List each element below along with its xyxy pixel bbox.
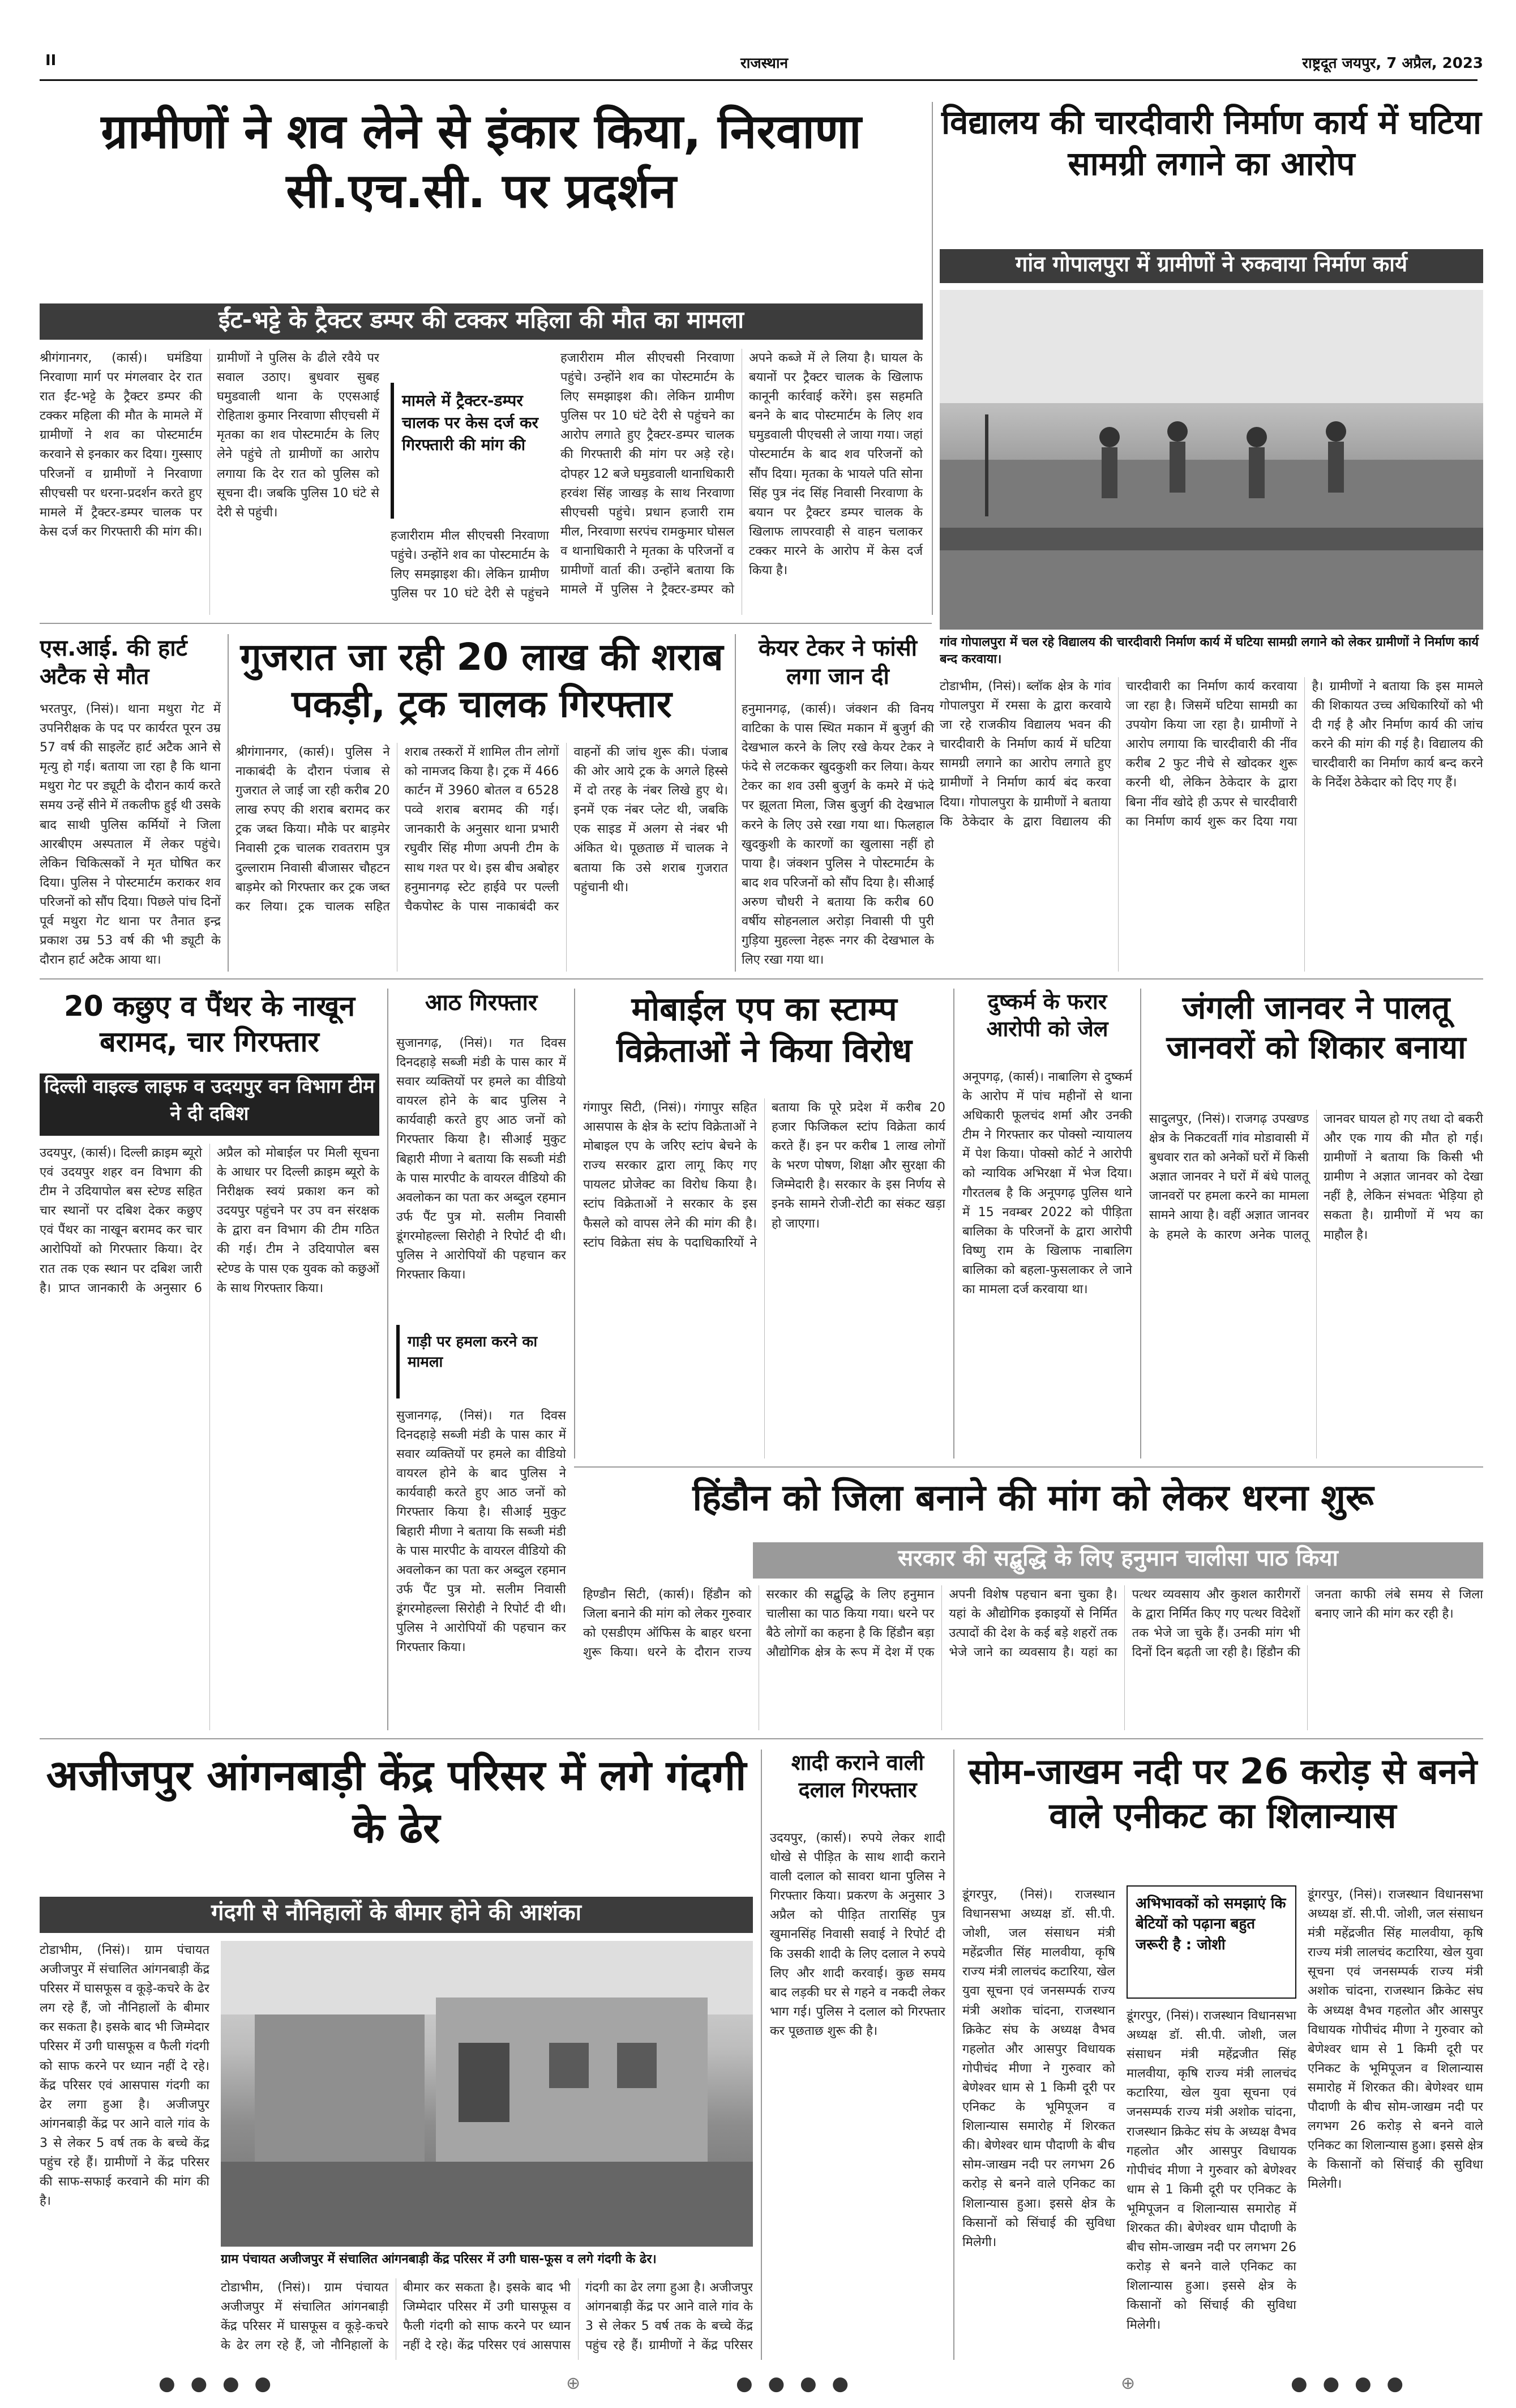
- print-registration-dots: ● ● ● ●: [1291, 2372, 1408, 2395]
- registration-mark: ⊕: [566, 2373, 581, 2393]
- column-divider: [932, 102, 933, 615]
- section-name: राजस्थान: [740, 55, 789, 72]
- masthead-rule: [40, 79, 1478, 81]
- story1-body-right: हजारीराम मील सीएचसी निरवाणा पहुंचे। उन्होंने शव का पोस्टमार्टम के लिए समझाइश की। लेकिन ग्रामीण पुलिस पर 10 घंटे देरी से पहुंचने का आरोप लगाते हुए ट्रैक्टर-डम्पर चालक की गिरफ्तारी की मांग पर अड़े रहे। दोपहर 12 बजे घमुडवाली थानाधिकारी हरवंश सिंह जाखड़ के साथ निरवाणा सीएचसी पहुंचे। प्रधान हजारी राम मील, निरवाणा सरपंच रामकुमार घोसल व थानाधिकारी ने मृतका के परिजनों व ग्रामीणों वार्ता की। उन्होंने बताया कि मामले में पुलिस ने ट्रैक्टर-डम्पर को अपने कब्जे में ले लिया है। घायल के बयानों पर ट्रैक्टर चालक के खिलाफ कानूनी कार्रवाई करेंगे। इस सहमति बनने के बाद पोस्टमार्टम के लिए शव घमुडवाली पीएचसी ले जाया गया। जहां पोस्टमार्टम के बाद शव परिजनों को सौंप दिया। मृतका के भायले पति सोना सिंह पुत्र नंद सिंह निवासी निरवाणा के बयान पर ट्रैक्टर डम्पर चालक के खिलाफ लापरवाही से वाहन चलाकर टक्कर मारने के आरोप में केस दर्ज किया है।: [560, 351, 923, 597]
- story14-body-right: डूंगरपुर, (निसं)। राजस्थान विधानसभा अध्यक्ष डॉ. सी.पी. जोशी, जल संसाधन मंत्री महेंद्रजीत सिंह मालवीया, कृषि राज्य मंत्री लालचंद कटारिया, खेल युवा सूचना एवं जनसम्पर्क राज्य मंत्री अशोक चांदना, राजस्थान क्रिकेट संघ के अध्यक्ष वैभव गहलोत और आसपुर विधायक गोपीचंद मीणा ने गुरुवार को बेणेश्वर धाम से 1 किमी दूरी पर एनिकट के भूमिपूजन व शिलान्यास समारोह में शिरकत की। बेणेश्वर धाम पौदाणी के बीच सोम-जाखम नदी पर लगभग 26 करोड़ से बनने वाले एनिकट का शिलान्यास हुआ। इससे क्षेत्र के किसानों को सिंचाई की सुविधा मिलेगी।: [1308, 1888, 1483, 2192]
- story5-body: हनुमानगढ़, (कार्स)। जंक्शन की विनय वाटिका के पास स्थित मकान में बुजुर्ग की देखभाल करने के लिए रखे केयर टेकर ने फंदे से लटककर खुदकुशी कर लिया। केयर टेकर का शव उसी बुजुर्ग के कमरे में फंदे पर झूलता मिला, जिस बुजुर्ग की देखभाल करने के लिए उसे रखा गया था। फिलहाल खुदकुशी के कारणों का खुलासा नहीं हो पाया है। जंक्शन पुलिस ने पोस्टमार्टम के बाद शव परिजनों को सौंप दिया है। सीआई अरुण चौधरी ने बताया कि करीब 60 वर्षीय सोहनलाल अरोड़ा निवासी पी पुरी गुड़िया मुहल्ला नेहरू नगर की देखभाल के लिए रखा गया था।: [742, 702, 934, 968]
- print-registration-dots: ● ● ● ●: [159, 2372, 276, 2395]
- story2-headline: विद्यालय की चारदीवारी निर्माण कार्य में घटिया सामग्री लगाने का आरोप: [941, 103, 1481, 183]
- story14-body-mid: डूंगरपुर, (निसं)। राजस्थान विधानसभा अध्यक्ष डॉ. सी.पी. जोशी, जल संसाधन मंत्री महेंद्रजीत सिंह मालवीया, कृषि राज्य मंत्री लालचंद कटारिया, खेल युवा सूचना एवं जनसम्पर्क राज्य मंत्री अशोक चांदना, राजस्थान क्रिकेट संघ के अध्यक्ष वैभव गहलोत और आसपुर विधायक गोपीचंद मीणा ने गुरुवार को बेणेश्वर धाम से 1 किमी दूरी पर एनिकट के भूमिपूजन व शिलान्यास समारोह में शिरकत की। बेणेश्वर धाम पौदाणी के बीच सोम-जाखम नदी पर लगभग 26 करोड़ से बनने वाले एनिकट का शिलान्यास हुआ। इससे क्षेत्र के किसानों को सिंचाई की सुविधा मिलेगी।: [1127, 2009, 1296, 2332]
- story1-subhead: ईंट-भट्टे के ट्रैक्टर डम्पर की टक्कर महिला की मौत का मामला: [40, 303, 923, 340]
- story10-body: सादुलपुर, (निसं)। राजगढ़ उपखण्ड क्षेत्र के निकटवर्ती गांव मोडावासी में बुधवार रात को अनेकों घरों में किसी अज्ञात जानवर ने घरों में बंधे पालतू जानवरों पर हमला करने का मामला सामने आया है। वहीं अज्ञात जानवर के हमले के कारण अनेक पालतू जानवर घायल हो गए तथा दो बकरी और एक गाय की मौत हो गई। ग्रामीणों ने बताया कि किसी भी ग्रामीण ने अज्ञात जानवर को देखा नहीं है, लेकिन संभवतः भेड़िया हो सकता है। ग्रामीणों में भय का माहौल है।: [1149, 1112, 1483, 1242]
- story1-headline: ग्रामीणों ने शव लेने से इंकार किया, निरवाणा सी.एच.सी. पर प्रदर्शन: [101, 104, 862, 219]
- paper-date: राष्ट्रदूत जयपुर, 7 अप्रैल, 2023: [1302, 55, 1483, 72]
- story5-headline: केयर टेकर ने फांसी लगा जान दी: [758, 635, 918, 690]
- column-divider: [1140, 989, 1141, 1459]
- column-divider: [953, 989, 954, 1459]
- story12-body: टोडाभीम, (निसं)। ग्राम पंचायत अजीजपुर में संचालित आंगनबाड़ी केंद्र परिसर में घासफूस व कूड़े-कचरे के ढेर लग रहे हैं, जो नौनिहालों के बीमार कर सकता है। इसके बाद भी जिम्मेदार परिसर में उगी घासफूस व फैली गंदगी को साफ करने पर ध्यान नहीं दे रहे। केंद्र परिसर एवं आसपास गंदगी का ढेर लगा हुआ है। अजीजपुर आंगनबाड़ी केंद्र पर आने वाले गांव के 3 से लेकर 5 वर्ष तक के बच्चे केंद्र पहुंच रहे हैं। ग्रामीणों ने केंद्र परिसर की साफ-सफाई करवाने की मांग की है।: [40, 1943, 209, 2209]
- story12-headline: अजीजपुर आंगनबाड़ी केंद्र परिसर में लगे गंदगी के ढेर: [46, 1751, 747, 1853]
- section-divider: [40, 1738, 1483, 1739]
- story14-pullquote: अभिभावकों को समझाएं कि बेटियों को पढ़ाना बहुत जरूरी है : जोशी: [1127, 1885, 1296, 1999]
- story2-subhead: गांव गोपालपुरा में ग्रामीणों ने रुकवाया निर्माण कार्य: [940, 249, 1483, 283]
- story3-headline: एस.आई. की हार्ट अटैक से मौत: [40, 635, 187, 690]
- registration-mark: ⊕: [1121, 2373, 1136, 2393]
- section-divider: [40, 623, 932, 624]
- story8-headline: मोबाईल एप का स्टाम्प विक्रेताओं ने किया विरोध: [616, 990, 912, 1070]
- anganwadi-photo: [221, 1941, 753, 2247]
- page-number: II: [45, 52, 57, 69]
- story1-pullquote: मामले में ट्रैक्टर-डम्पर चालक पर केस दर्ज कर गिरफ्तारी की मांग की: [391, 383, 549, 519]
- story8-body: गंगापुर सिटी, (निसं)। गंगापुर सहित आसपास के क्षेत्र के स्टांप विक्रेताओं ने मोबाइल एप के जरिए स्टांप बेचने के राज्य सरकार द्वारा लागू किए गए पायलट प्रोजेक्ट का विरोध किया है। स्टांप विक्रेताओं ने सरकार के इस फैसले को वापस लेने की मांग की है। स्टांप विक्रेता संघ के पदाधिकारियों ने बताया कि पूरे प्रदेश में करीब 20 हजार फिजिकल स्टांप विक्रेता कार्य करते हैं। इन पर करीब 1 लाख लोगों के भरण पोषण, शिक्षा और सुरक्षा की जिम्मेदारी है। सरकार के इस निर्णय से इनके सामने रोजी-रोटी का संकट खड़ा हो जाएगा।: [583, 1101, 945, 1250]
- story10-headline: जंगली जानवर ने पालतू जानवरों को शिकार बनाया: [1166, 990, 1466, 1066]
- story4-headline: गुजरात जा रही 20 लाख की शराब पकड़ी, ट्रक चालक गिरफ्तार: [240, 635, 723, 726]
- story7-body-cont: सुजानगढ़, (निसं)। गत दिवस दिनदहाड़े सब्जी मंडी के पास कार में सवार व्यक्तियों पर हमले का वीडियो वायरल होने के बाद पुलिस ने कार्यवाही करते हुए आठ जनों को गिरफ्तार किया है। सीआई मुकुट बिहारी मीणा ने बताया कि सब्जी मंडी के पास मारपीट के वायरल वीडियो की अवलोकन का पता कर अब्दुल रहमान उर्फ पैंट पुत्र मो. सलीम निवासी डूंगरमोहल्ला सिरोही ने रिपोर्ट दी थी। पुलिस ने आरोपियों की पहचान कर गिरफ्तार किया।: [396, 1409, 566, 1655]
- story7-pullquote: गाड़ी पर हमला करने का मामला: [396, 1325, 566, 1398]
- story3-body: भरतपुर, (निसं)। थाना मथुरा गेट में उपनिरीक्षक के पद पर कार्यरत पूरन उम्र 57 वर्ष की साइलेंट हार्ट अटैक आने से मृत्यु हो गई। बताया जा रहा है कि थाना मथुरा गेट पर ड्यूटी के दौरान कार्य करते समय उन्हें सीने में तकलीफ हुई थी उसके बाद साथी पुलिस कर्मियों ने जिला आरबीएम अस्पताल में लेकर पहुंचे। लेकिन चिकित्सकों ने मृत घोषित कर दिया। पुलिस ने पोस्टमार्टम कराकर शव परिजनों को सौंप दिया। पिछले पांच दिनों पूर्व मथुरा गेट थाना पर तैनात इन्द्र प्रकाश उम्र 53 वर्ष की भी ड्यूटी के दौरान हार्ट अटैक आया था।: [40, 702, 221, 968]
- story2-body: टोडाभीम, (निसं)। ब्लॉक क्षेत्र के गांव गोपालपुरा में रमसा के द्वारा करवाये जा रहे राजकीय विद्यालय भवन की चारदीवारी के निर्माण कार्य में घटिया सामग्री लगाने का आरोप लगाते हुए ग्रामीणों ने निर्माण कार्य बंद करवा दिया। गोपालपुरा के ग्रामीणों ने बताया कि ठेकेदार के द्वारा विद्यालय की चारदीवारी का निर्माण कार्य करवाया जा रहा है। जिसमें घटिया सामग्री का उपयोग किया जा रहा है। ग्रामीणों ने आरोप लगाया कि चारदीवारी की नींव करीब 2 फुट नीचे से खोदकर शुरू करनी थी, लेकिन ठेकेदार के द्वारा बिना नींव खोदे ही ऊपर से चारदीवारी का निर्माण कार्य शुरू कर दिया गया है। ग्रामीणों ने बताया कि इस मामले की शिकायत उच्च अधिकारियों को भी दी गई है और निर्माण कार्य की जांच करने की मांग की गई है। विद्यालय की चारदीवारी का निर्माण कार्य बन्द करने के निर्देश ठेकेदार को दिए गए हैं।: [940, 679, 1483, 829]
- story9-body: अनूपगढ़, (कार्स)। नाबालिग से दुष्कर्म के आरोप में पांच महीनों से थाना अधिकारी फूलचंद शर्मा और उनकी टीम ने गिरफ्तार कर पोक्सो न्यायालय में पेश किया। पोक्सो कोर्ट ने आरोपी को न्यायिक अभिरक्षा में भेज दिया। गौरतलब है कि अनूपगढ़ पुलिस थाने में 15 नवम्बर 2022 को पीड़िता बालिका के परिजनों के द्वारा आरोपी विष्णु राम के खिलाफ नाबालिग बालिका को बहला-फुसलाकर ले जाने का मामला दर्ज करवाया था।: [962, 1070, 1132, 1297]
- column-divider: [735, 634, 736, 972]
- story12-subhead: गंदगी से नौनिहालों के बीमार होने की आशंका: [40, 1897, 753, 1933]
- section-divider: [574, 1466, 1483, 1468]
- story14-headline: सोम-जाखम नदी पर 26 करोड़ से बनने वाले एनीकट का शिलान्यास: [968, 1751, 1478, 1836]
- column-divider: [953, 1750, 954, 2360]
- section-divider: [40, 978, 1483, 980]
- story7-headline: आठ गिरफ्तार: [425, 990, 538, 1016]
- story1-body-mid: हजारीराम मील सीएचसी निरवाणा पहुंचे। उन्होंने शव का पोस्टमार्टम के लिए समझाइश की। लेकिन ग्रामीण पुलिस पर 10 घंटे देरी से पहुंचने: [391, 529, 549, 601]
- story2-photo-caption: गांव गोपालपुरा में चल रहे विद्यालय की चारदीवारी निर्माण कार्य में घटिया सामग्री लगाने को लेकर ग्रामीणों ने निर्माण कार्य बन्द करवाया।: [940, 635, 1479, 666]
- column-divider: [574, 989, 575, 1459]
- story7-body: सुजानगढ़, (निसं)। गत दिवस दिनदहाड़े सब्जी मंडी के पास कार में सवार व्यक्तियों पर हमले का वीडियो वायरल होने के बाद पुलिस ने कार्यवाही करते हुए आठ जनों को गिरफ्तार किया है। सीआई मुकुट बिहारी मीणा ने बताया कि सब्जी मंडी के पास मारपीट के वायरल वीडियो की अवलोकन का पता कर अब्दुल रहमान उर्फ पैंट पुत्र मो. सलीम निवासी डूंगरमोहल्ला सिरोही ने रिपोर्ट दी थी। पुलिस ने आरोपियों की पहचान कर गिरफ्तार किया।: [396, 1036, 566, 1282]
- story14-body-left: डूंगरपुर, (निसं)। राजस्थान विधानसभा अध्यक्ष डॉ. सी.पी. जोशी, जल संसाधन मंत्री महेंद्रजीत सिंह मालवीया, कृषि राज्य मंत्री लालचंद कटारिया, खेल युवा सूचना एवं जनसम्पर्क राज्य मंत्री अशोक चांदना, राजस्थान क्रिकेट संघ के अध्यक्ष वैभव गहलोत और आसपुर विधायक गोपीचंद मीणा ने गुरुवार को बेणेश्वर धाम से 1 किमी दूरी पर एनिकट के भूमिपूजन व शिलान्यास समारोह में शिरकत की। बेणेश्वर धाम पौदाणी के बीच सोम-जाखम नदी पर लगभग 26 करोड़ से बनने वाले एनिकट का शिलान्यास हुआ। इससे क्षेत्र के किसानों को सिंचाई की सुविधा मिलेगी।: [962, 1888, 1115, 2249]
- story12-photo-caption: ग्राम पंचायत अजीजपुर में संचालित आंगनबाड़ी केंद्र परिसर में उगी घास-फूस व लगे गंदगी के ढेर।: [221, 2252, 657, 2266]
- story9-headline: दुष्कर्म के फरार आरोपी को जेल: [986, 989, 1108, 1041]
- story13-headline: शादी कराने वाली दलाल गिरफ्तार: [791, 1750, 924, 1802]
- wall-construction-photo: [940, 290, 1483, 630]
- story11-subhead: सरकार की सद्बुद्धि के लिए हनुमान चालीसा पाठ किया: [753, 1542, 1483, 1579]
- column-divider: [761, 1750, 762, 2360]
- story6-headline: 20 कछुए व पैंथर के नाखून बरामद, चार गिरफ्तार: [63, 990, 356, 1058]
- column-divider: [387, 989, 388, 1730]
- story1-body-left: श्रीगंगानगर, (कार्स)। घमंडिया निरवाणा मार्ग पर मंगलवार देर रात रात ईंट-भट्टे के ट्रैक्टर डम्पर की टक्कर महिला की मौत के मामले में ग्रामीणों ने शव का पोस्टमार्टम करवाने से इनकार कर दिया। गुस्साए परिजनों व ग्रामीणों ने निरवाणा सीएचसी पर धरना-प्रदर्शन करते हुए मामले में ट्रैक्टर-डम्पर चालक पर केस दर्ज कर गिरफ्तारी की मांग की। ग्रामीणों ने पुलिस के ढीले रवैये पर सवाल उठाए। बुधवार सुबह घमुडवाली थाना के एएसआई रोहिताश कुमार निरवाणा सीएचसी में मृतका का शव पोस्टमार्टम के लिए लेने पहुंचे तो ग्रामीणों का आरोप लगाया कि देर रात को पुलिस को सूचना दी। जबकि पुलिस 10 घंटे से देरी से पहुंची।: [40, 351, 379, 539]
- story11-body: हिण्डौन सिटी, (कार्स)। हिंडौन को जिला बनाने की मांग को लेकर गुरुवार को एसडीएम ऑफिस के बाहर धरना शुरू किया। धरने के दौरान राज्य सरकार की सद्बुद्धि के लिए हनुमान चालीसा का पाठ किया गया। धरने पर बैठे लोगों का कहना है कि हिंडौन बड़ा औद्योगिक क्षेत्र के रूप में देश में एक अपनी विशेष पहचान बना चुका है। यहां के औद्योगिक इकाइयों से निर्मित उत्पादों की देश के कई बड़े शहरों तक भेजे जाने का व्यवसाय है। यहां का पत्थर व्यवसाय और कुशल कारीगरों के द्वारा निर्मित किए गए पत्थर विदेशों तक भेजे जा चुके हैं। उनकी मांग भी दिनों दिन बढ़ती जा रही है। हिंडौन की जनता काफी लंबे समय से जिला बनाए जाने की मांग कर रही है।: [583, 1588, 1483, 1660]
- story4-body: श्रीगंगानगर, (कार्स)। पुलिस ने नाकाबंदी के दौरान पंजाब से गुजरात ले जाई जा रही करीब 20 लाख रुपए की शराब बरामद कर ट्रक जब्त किया। मौके पर बाड़मेर निवासी ट्रक चालक रावतराम पुत्र दुल्लाराम निवासी बीजासर चौहटन बाड़मेर को गिरफ्तार कर ट्रक जब्त कर लिया। ट्रक चालक सहित शराब तस्करों में शामिल तीन लोगों को नामजद किया है। ट्रक में 466 कार्टन में 3960 बोतल व 6528 पव्वे शराब बरामद की गई। जानकारी के अनुसार थाना प्रभारी रघुवीर सिंह मीणा अपनी टीम के साथ गश्त पर थे। इस बीच अबोहर हनुमानगढ़ स्टेट हाईवे पर पल्ली चैकपोस्ट के पास नाकाबंदी कर वाहनों की जांच शुरू की। पंजाब की ओर आये ट्रक के अगले हिस्से में दो तरह के नंबर लिखे हुए थे। इनमें एक नंबर प्लेट थी, जबकि एक साइड में अलग से नंबर भी अंकित थे। पूछताछ में चालक ने बताया कि उसे शराब गुजरात पहुंचानी थी।: [235, 745, 728, 914]
- story11-headline: हिंडौन को जिला बनाने की मांग को लेकर धरना शुरू: [692, 1477, 1374, 1519]
- story6-subhead: दिल्ली वाइल्ड लाइफ व उदयपुर वन विभाग टीम ने दी दबिश: [40, 1073, 379, 1136]
- story13-body: उदयपुर, (कार्स)। रुपये लेकर शादी धोखे से पीड़ित के साथ शादी कराने वाली दलाल को सावरा थाना पुलिस ने गिरफ्तार किया। प्रकरण के अनुसार 3 अप्रैल को पीड़ित तारासिंह पुत्र खुमानसिंह निवासी सवाई ने रिपोर्ट दी कि उसकी शादी के लिए दलाल ने रुपये लिए और शादी करवाई। कुछ समय बाद लड़की घर से गहने व नकदी लेकर भाग गई। पुलिस ने दलाल को गिरफ्तार कर पूछताछ शुरू की है।: [770, 1831, 945, 2038]
- column-divider: [228, 634, 229, 972]
- story12-body-cont: टोडाभीम, (निसं)। ग्राम पंचायत अजीजपुर में संचालित आंगनबाड़ी केंद्र परिसर में घासफूस व कूड़े-कचरे के ढेर लग रहे हैं, जो नौनिहालों के बीमार कर सकता है। इसके बाद भी जिम्मेदार परिसर में उगी घासफूस व फैली गंदगी को साफ करने पर ध्यान नहीं दे रहे। केंद्र परिसर एवं आसपास गंदगी का ढेर लगा हुआ है। अजीजपुर आंगनबाड़ी केंद्र पर आने वाले गांव के 3 से लेकर 5 वर्ष तक के बच्चे केंद्र पहुंच रहे हैं। ग्रामीणों ने केंद्र परिसर: [221, 2281, 753, 2353]
- story6-body: उदयपुर, (कार्स)। दिल्ली क्राइम ब्यूरो एवं उदयपुर शहर वन विभाग की टीम ने उदियापोल बस स्टेण्ड सहित चार स्थानों पर दबिश देकर कछुए एवं पैंथर का नाखून बरामद कर चार आरोपियों को गिरफ्तार किया। देर रात तक एक स्थान पर दबिश जारी है। प्राप्त जानकारी के अनुसार 6 अप्रैल को मोबाईल पर मिली सूचना के आधार पर दिल्ली क्राइम ब्यूरो के निरीक्षक स्वयं प्रकाश कन को उदयपुर पहुंचने पर उप वन संरक्षक के द्वारा वन विभाग की टीम गठित की गई। टीम ने उदियापोल बस स्टेण्ड के पास एक युवक को कछुओं के साथ गिरफ्तार किया।: [40, 1146, 379, 1295]
- print-registration-dots: ● ● ● ●: [736, 2372, 854, 2395]
